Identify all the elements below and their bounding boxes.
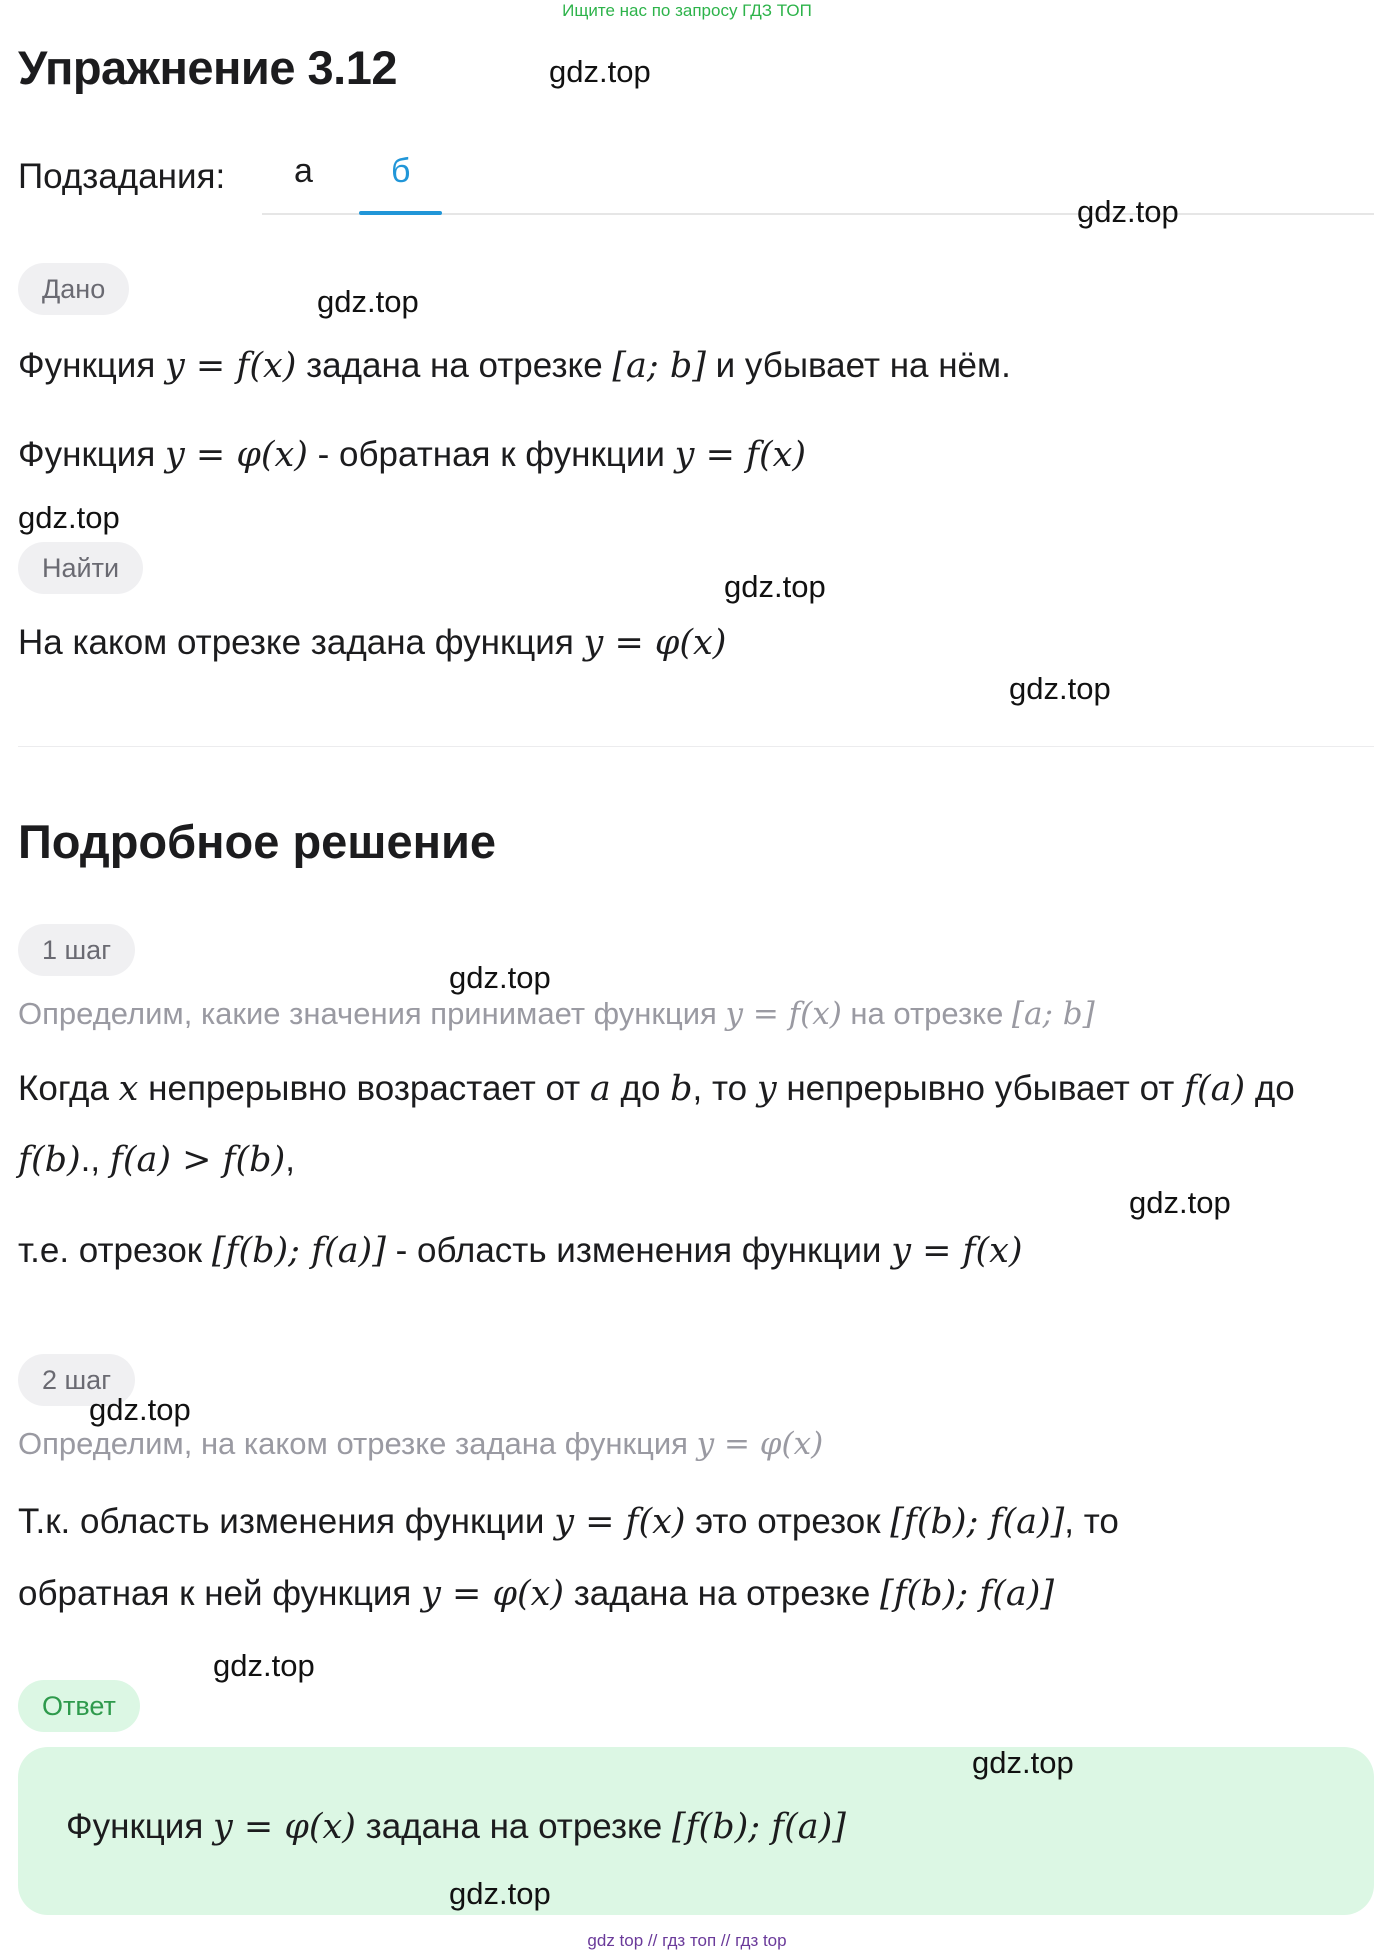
step-1-hint: Определим, какие значения принимает функция y = f(x) на отрезке [a; b] xyxy=(18,996,1095,1032)
step-2-line-2: обратная к ней функция y = φ(x) задана на отрезке [f(b); f(a)] xyxy=(18,1574,1055,1614)
top-note: Ищите нас по запросу ГДЗ ТОП xyxy=(562,1,812,20)
step-2-chip: 2 шаг xyxy=(18,1354,135,1406)
given-line-1: Функция y = f(x) задана на отрезке [a; b] и убывает на нём. xyxy=(18,346,1011,386)
watermark: gdz.top xyxy=(1077,194,1179,229)
find-chip: Найти xyxy=(18,542,143,594)
given-line-2: Функция y = φ(x) - обратная к функции y = f(x) xyxy=(18,435,807,475)
watermark: gdz.top xyxy=(317,284,419,319)
watermark: gdz.top xyxy=(89,1392,191,1427)
section-divider xyxy=(18,746,1374,747)
watermark: gdz.top xyxy=(549,54,651,89)
subtasks-label: Подзадания: xyxy=(18,157,226,196)
tab-subtask-b[interactable]: б xyxy=(391,152,411,190)
step-2-line-1: Т.к. область изменения функции y = f(x) это отрезок [f(b); f(a)], то xyxy=(18,1502,1119,1542)
watermark: gdz.top xyxy=(1129,1185,1231,1220)
solution-title: Подробное решение xyxy=(18,815,497,868)
step-2-hint: Определим, на каком отрезке задана функция y = φ(x) xyxy=(18,1426,824,1462)
step-1-chip: 1 шаг xyxy=(18,924,135,976)
page-title: Упражнение 3.12 xyxy=(18,41,397,94)
watermark: gdz.top xyxy=(213,1648,315,1683)
step-1-line-2: f(b)., f(a) > f(b), xyxy=(18,1140,295,1180)
watermark: gdz.top xyxy=(1009,671,1111,706)
step-1-line-3: т.е. отрезок [f(b); f(a)] - область изменения функции y = f(x) xyxy=(18,1231,1023,1271)
active-tab-indicator xyxy=(359,211,442,215)
tab-subtask-a[interactable]: а xyxy=(294,152,313,190)
watermark: gdz.top xyxy=(449,1876,551,1911)
answer-chip: Ответ xyxy=(18,1680,140,1732)
given-chip: Дано xyxy=(18,263,129,315)
answer-text: Функция y = φ(x) задана на отрезке [f(b); f(a)] xyxy=(66,1807,846,1847)
watermark: gdz.top xyxy=(18,500,120,535)
find-line: На каком отрезке задана функция y = φ(x) xyxy=(18,623,727,663)
step-1-line-1: Когда x непрерывно возрастает от a до b, то y непрерывно убывает от f(a) до xyxy=(18,1069,1295,1109)
watermark: gdz.top xyxy=(724,569,826,604)
watermark: gdz.top xyxy=(449,960,551,995)
watermark: gdz.top xyxy=(972,1745,1074,1780)
footer-links: gdz top // гдз топ // гдз top xyxy=(587,1931,787,1950)
